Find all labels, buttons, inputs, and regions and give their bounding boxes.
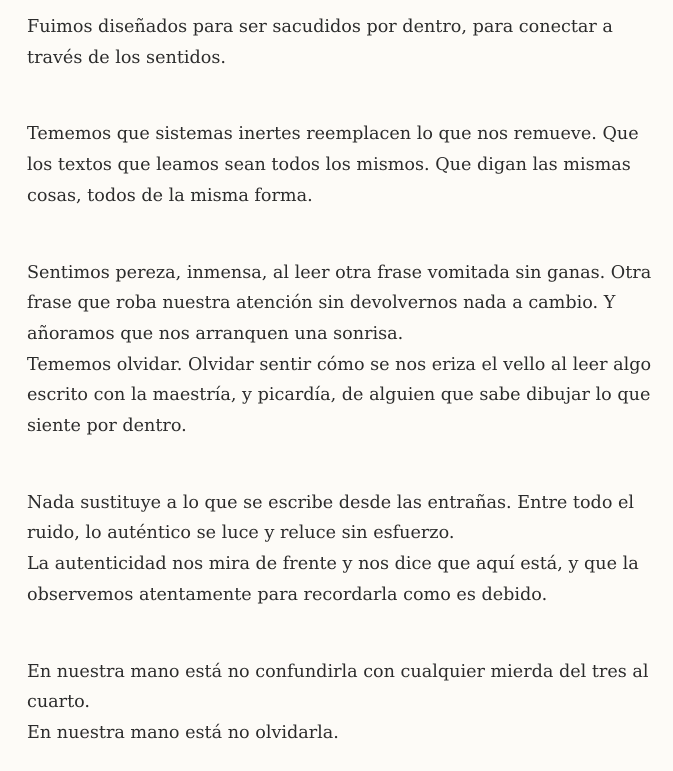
text-line: Sentimos pereza, inmensa, al leer otra frase vomitada sin ganas. Otra <box>27 262 652 283</box>
paragraph-3 <box>27 258 653 442</box>
paragraph-5 <box>27 657 653 749</box>
text-line: través de los sentidos. <box>27 47 226 68</box>
text-line: Nada sustituye a lo que se escribe desde las entrañas. Entre todo el <box>27 492 635 513</box>
text-line: observemos atentamente para recordarla como es debido. <box>27 584 548 605</box>
text-line: escrito con la maestría, y picardía, de alguien que sabe dibujar lo que <box>27 385 651 406</box>
paragraph-2 <box>27 119 653 211</box>
text-line: cosas, todos de la misma forma. <box>27 185 313 206</box>
text-line: cuarto. <box>27 692 91 713</box>
text-line: los textos que leamos sean todos los mismos. Que digan las mismas <box>27 155 631 176</box>
text-line: añoramos que nos arranquen una sonrisa. <box>27 323 404 344</box>
paragraph-1 <box>27 12 653 73</box>
text-line: siente por dentro. <box>27 416 187 437</box>
text-line: La autenticidad nos mira de frente y nos dice que aquí está, y que la <box>27 554 639 575</box>
paragraph-4 <box>27 488 653 611</box>
text-line: En nuestra mano está no olvidarla. <box>27 722 339 743</box>
text-line: Fuimos diseñados para ser sacudidos por dentro, para conectar a <box>27 17 613 37</box>
text-line: En nuestra mano está no confundirla con cualquier mierda del tres al <box>27 661 649 682</box>
text-line: Tememos olvidar. Olvidar sentir cómo se nos eriza el vello al leer algo <box>27 354 652 375</box>
text-line: Tememos que sistemas inertes reemplacen lo que nos remueve. Que <box>27 124 639 145</box>
text-line: ruido, lo auténtico se luce y reluce sin esfuerzo. <box>27 523 455 544</box>
text-line: frase que roba nuestra atención sin devolvernos nada a cambio. Y <box>27 293 616 314</box>
